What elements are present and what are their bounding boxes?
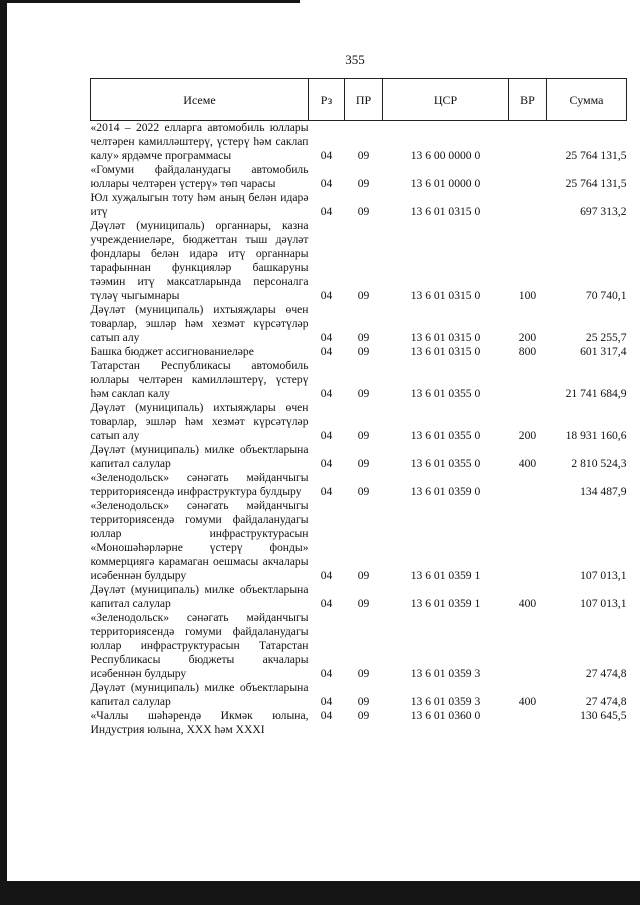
row-vr <box>509 359 547 401</box>
table-header-row <box>91 79 627 121</box>
row-rz: 04 <box>320 149 333 162</box>
row-sum: 25 255,7 <box>585 331 627 344</box>
row-rz: 04 <box>320 597 333 610</box>
row-pr: 09 <box>357 149 370 162</box>
row-name: Дәүләт (муниципаль) милке объектларына капитал салулар <box>90 583 309 610</box>
row-csr: 13 6 01 0359 3 <box>410 695 481 708</box>
row-pr: 09 <box>357 205 370 218</box>
row-sum: 27 474,8 <box>585 667 627 680</box>
row-rz: 04 <box>320 667 333 680</box>
row-sum: 2 810 524,3 <box>571 457 627 470</box>
row-name: Дәүләт (муниципаль) милке объектларына капитал салулар <box>90 681 309 708</box>
row-vr: 400 <box>518 457 537 470</box>
row-csr: 13 6 01 0315 0 <box>410 205 481 218</box>
header-rz: Рз <box>309 79 345 121</box>
row-name: «2014 – 2022 елларга автомобиль юллары челтәрен камилләштерү, үстерү һәм саклап калу» ярдәмче программасы <box>90 121 309 162</box>
row-sum: 18 931 160,6 <box>565 429 627 442</box>
row-rz: 04 <box>320 695 333 708</box>
row-csr: 13 6 01 0000 0 <box>410 177 481 190</box>
row-name: Дәүләт (муниципаль) ихтыяҗлары өчен товарлар, эшләр һәм хезмәт күрсәтүләр сатып алу <box>90 303 309 344</box>
row-name: Дәүләт (муниципаль) ихтыяҗлары өчен товарлар, эшләр һәм хезмәт күрсәтүләр сатып алу <box>90 401 309 442</box>
header-pr: ПР <box>345 79 383 121</box>
header-csr: ЦСР <box>383 79 509 121</box>
row-sum: 107 013,1 <box>580 597 627 610</box>
table-row <box>91 443 627 471</box>
row-vr <box>509 709 547 737</box>
page-number: 355 <box>345 52 365 67</box>
row-csr: 13 6 01 0355 0 <box>410 429 481 442</box>
table-row <box>91 303 627 345</box>
row-rz: 04 <box>320 177 333 190</box>
row-pr: 09 <box>357 695 370 708</box>
row-pr: 09 <box>357 345 370 358</box>
row-sum: 21 741 684,9 <box>565 387 627 400</box>
row-pr: 09 <box>357 709 370 722</box>
row-rz: 04 <box>320 709 333 722</box>
row-sum: 25 764 131,5 <box>565 177 627 190</box>
row-sum: 134 487,9 <box>580 485 627 498</box>
row-name: Татарстан Республикасы автомобиль юллары челтәрен камилләштерү, үстерү һәм саклап калу <box>90 359 309 400</box>
row-rz: 04 <box>320 485 333 498</box>
row-name: «Чаллы шәһәрендә Икмәк юлына, Индустрия юлына, XXX һәм XXXI <box>90 709 309 736</box>
row-pr: 09 <box>357 667 370 680</box>
row-rz: 04 <box>320 387 333 400</box>
scan-border-top <box>0 0 300 3</box>
row-name: Юл хуҗалыгын тоту һәм аның белән идарә итү <box>90 191 309 218</box>
table-row <box>91 359 627 401</box>
row-pr: 09 <box>357 597 370 610</box>
table-row <box>91 499 627 583</box>
row-vr <box>509 121 547 164</box>
header-vr: ВР <box>509 79 547 121</box>
budget-table <box>90 78 627 737</box>
table-row <box>91 471 627 499</box>
row-csr: 13 6 00 0000 0 <box>410 149 481 162</box>
row-csr: 13 6 01 0315 0 <box>410 331 481 344</box>
row-vr: 400 <box>518 695 537 708</box>
row-name: Дәүләт (муниципаль) органнары, казна учреждениеләре, бюджеттан тыш дәүләт фондлары белән идарә итү органнары тарафыннан функцияләр башкаруны тәэмин итү максатларында персоналга түләү чыгымнары <box>90 219 309 302</box>
scan-border-bottom <box>0 881 640 905</box>
row-sum: 70 740,1 <box>585 289 627 302</box>
table-row <box>91 219 627 303</box>
table-row <box>91 163 627 191</box>
row-pr: 09 <box>357 289 370 302</box>
row-vr: 200 <box>518 429 537 442</box>
row-vr <box>509 499 547 583</box>
row-vr <box>509 191 547 219</box>
row-vr <box>509 163 547 191</box>
row-csr: 13 6 01 0360 0 <box>410 709 481 722</box>
row-csr: 13 6 01 0359 0 <box>410 485 481 498</box>
table-row <box>91 401 627 443</box>
row-rz: 04 <box>320 345 333 358</box>
row-name: Башка бюджет ассигнованиеләре <box>90 345 254 358</box>
row-name: «Зеленодольск» сәнәгать мәйданчыгы территориясендә гомуми файдаланудагы юллар инфраструктурасын Татарстан Республикасы бюджеты акчалары исәбеннән булдыру <box>90 611 309 680</box>
row-csr: 13 6 01 0315 0 <box>410 345 481 358</box>
header-sum: Сумма <box>547 79 627 121</box>
row-sum: 25 764 131,5 <box>565 149 627 162</box>
row-pr: 09 <box>357 485 370 498</box>
row-name: «Гомуми файдаланудагы автомобиль юллары челтәрен үстерү» төп чарасы <box>90 163 309 190</box>
row-sum: 697 313,2 <box>580 205 627 218</box>
row-rz: 04 <box>320 205 333 218</box>
row-pr: 09 <box>357 457 370 470</box>
row-csr: 13 6 01 0355 0 <box>410 457 481 470</box>
row-sum: 107 013,1 <box>580 569 627 582</box>
row-sum: 27 474,8 <box>585 695 627 708</box>
row-rz: 04 <box>320 289 333 302</box>
row-csr: 13 6 01 0359 1 <box>410 569 481 582</box>
scan-border-left <box>0 0 7 905</box>
row-pr: 09 <box>357 429 370 442</box>
row-name: «Зеленодольск» сәнәгать мәйданчыгы территориясендә гомуми файдаланудагы юллар инфраструктурасын «Моношәһәрләрне үстерү фонды» коммерциягә карамаган оешмасы акчалары исәбеннән булдыру <box>90 499 309 582</box>
row-vr <box>509 471 547 499</box>
table-row <box>91 191 627 219</box>
row-vr: 400 <box>518 597 537 610</box>
table-row <box>91 583 627 611</box>
row-csr: 13 6 01 0359 1 <box>410 597 481 610</box>
row-pr: 09 <box>357 387 370 400</box>
row-rz: 04 <box>320 429 333 442</box>
table-row <box>91 709 627 737</box>
table-row <box>91 121 627 164</box>
row-pr: 09 <box>357 569 370 582</box>
row-vr <box>509 611 547 681</box>
row-csr: 13 6 01 0315 0 <box>410 289 481 302</box>
row-name: Дәүләт (муниципаль) милке объектларына капитал салулар <box>90 443 309 470</box>
row-vr: 800 <box>518 345 537 358</box>
row-rz: 04 <box>320 569 333 582</box>
row-sum: 130 645,5 <box>580 709 627 722</box>
row-sum: 601 317,4 <box>580 345 627 358</box>
row-csr: 13 6 01 0359 3 <box>410 667 481 680</box>
header-name: Исеме <box>91 79 309 121</box>
row-csr: 13 6 01 0355 0 <box>410 387 481 400</box>
table-row <box>91 345 627 359</box>
row-name: «Зеленодольск» сәнәгать мәйданчыгы территориясендә инфраструктура булдыру <box>90 471 309 498</box>
row-rz: 04 <box>320 331 333 344</box>
table-row <box>91 611 627 681</box>
row-vr: 100 <box>518 289 537 302</box>
row-pr: 09 <box>357 177 370 190</box>
table-row <box>91 681 627 709</box>
row-rz: 04 <box>320 457 333 470</box>
row-vr: 200 <box>518 331 537 344</box>
row-pr: 09 <box>357 331 370 344</box>
